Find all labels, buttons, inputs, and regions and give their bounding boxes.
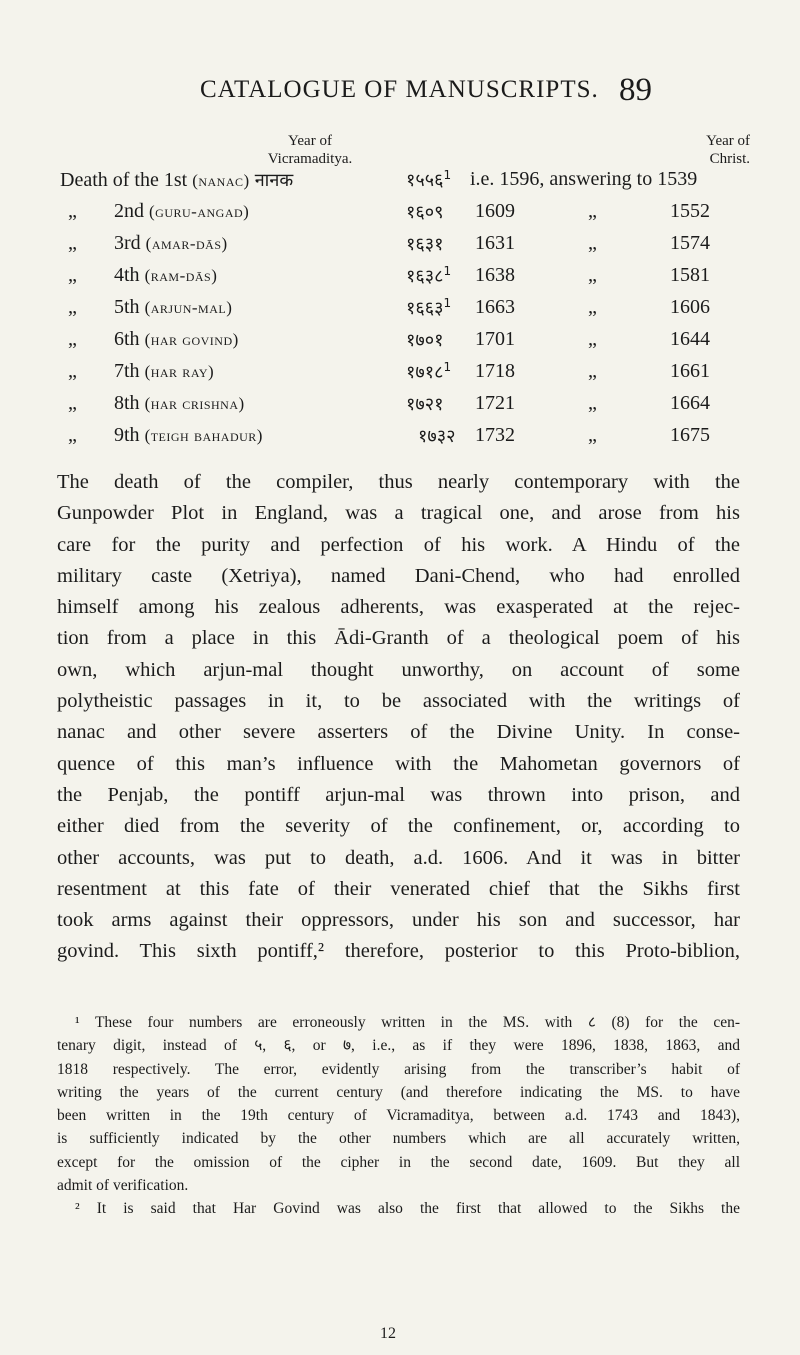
body-line: tion from a place in this Ādi-Granth of a theological poem of his — [57, 627, 740, 650]
devanagari-year: १७०१ — [406, 330, 444, 351]
ditto-mark: „ — [588, 328, 597, 350]
ditto-mark: „ — [68, 232, 77, 254]
row-equivalence: i.e. 1596, answering to 1539 — [470, 168, 698, 190]
body-line: took arms against their oppressors, under his son and successor, har — [57, 909, 740, 932]
body-line: Gunpowder Plot in England, was a tragical one, and arose from his — [57, 502, 740, 525]
vicramaditya-year: 1663 — [475, 296, 515, 318]
ditto-mark: „ — [68, 200, 77, 222]
ditto-mark: „ — [68, 360, 77, 382]
vicramaditya-year: 1631 — [475, 232, 515, 254]
ditto-mark: „ — [68, 264, 77, 286]
ditto-mark: „ — [68, 424, 77, 446]
ditto-mark: „ — [68, 328, 77, 350]
footnote-line: ² It is said that Har Govind was also the first that allowed to the Sikhs the — [75, 1200, 740, 1218]
guru-name: 7th (har ray) — [114, 360, 215, 382]
christ-year: 1606 — [670, 296, 710, 318]
ditto-mark: „ — [68, 392, 77, 414]
ditto-mark: „ — [588, 392, 597, 414]
body-line: other accounts, was put to death, a.d. 1606. And it was in bitter — [57, 846, 740, 869]
ditto-mark: „ — [588, 360, 597, 382]
column-header-christ-line2: Christ. — [709, 151, 750, 167]
ditto-mark: „ — [588, 424, 597, 446]
body-line: military caste (Xetriya), named Dani-Chend, who had enrolled — [57, 564, 740, 587]
body-line: care for the purity and perfection of his work. A Hindu of the — [57, 533, 740, 556]
footnotes — [57, 1011, 740, 1221]
body-line: himself among his zealous adherents, was exasperated at the rejec- — [57, 596, 740, 619]
column-header-vicramaditya-line2: Vicramaditya. — [267, 151, 353, 167]
ditto-mark: „ — [68, 296, 77, 318]
devanagari-year: १६३१ — [406, 234, 444, 255]
vicramaditya-year: 1732 — [475, 424, 515, 446]
table-row — [0, 392, 800, 424]
vicramaditya-year: 1701 — [475, 328, 515, 350]
ditto-mark: „ — [588, 264, 597, 286]
christ-year: 1574 — [670, 232, 710, 254]
column-header-vicramaditya-line1: Year of — [288, 133, 332, 149]
vicramaditya-year: 1721 — [475, 392, 515, 414]
footnote-line: writing the years of the current century (and therefore indicating the MS. to have — [57, 1083, 740, 1101]
guru-name: 5th (arjun-mal) — [114, 296, 233, 318]
table-row — [0, 168, 800, 200]
signature-mark: 12 — [380, 1325, 396, 1342]
body-line: quence of this man’s influence with the Mahometan governors of — [57, 752, 740, 775]
body-line: own, which arjun-mal thought unworthy, on account of some — [57, 658, 740, 681]
table-row — [0, 200, 800, 232]
body-line: either died from the severity of the confinement, or, according to — [57, 815, 740, 838]
ditto-mark: „ — [588, 200, 597, 222]
table-row — [0, 296, 800, 328]
devanagari-year: १६६३$^1$ — [406, 296, 452, 319]
footnote-line: 1818 respectively. The error, evidently arising from the transcriber’s habit of — [57, 1060, 740, 1078]
column-header-vicramaditya — [235, 132, 385, 168]
guru-name: 2nd (guru-angad) — [114, 200, 250, 222]
vicramaditya-year: 1638 — [475, 264, 515, 286]
table-row — [0, 232, 800, 264]
footnote-line: ¹ These four numbers are erroneously written in the MS. with ८ (8) for the cen- — [75, 1014, 740, 1031]
christ-year: 1581 — [670, 264, 710, 286]
column-header-christ — [670, 132, 750, 168]
body-line: nanac and other severe asserters of the Divine Unity. In conse- — [57, 721, 740, 744]
table-row — [0, 264, 800, 296]
guru-name: 9th (teigh bahadur) — [114, 424, 263, 446]
page-number: 89 — [619, 72, 652, 108]
table-row — [0, 424, 800, 456]
guru-name: 6th (har govind) — [114, 328, 239, 350]
devanagari-year: १५५६$^1$ — [406, 168, 452, 191]
column-header-christ-line1: Year of — [706, 133, 750, 149]
table-row — [0, 360, 800, 392]
devanagari-year: १७२१ — [406, 394, 444, 415]
body-line: The death of the compiler, thus nearly contemporary with the — [57, 471, 740, 493]
christ-year: 1661 — [670, 360, 710, 382]
christ-year: 1675 — [670, 424, 710, 446]
body-line: polytheistic passages in it, to be associated with the writings of — [57, 690, 740, 713]
ditto-mark: „ — [588, 232, 597, 254]
christ-year: 1664 — [670, 392, 710, 414]
footnote-line: admit of verification. — [57, 1177, 189, 1195]
body-line: the Penjab, the pontiff arjun-mal was thrown into prison, and — [57, 783, 740, 806]
page-title: CATALOGUE OF MANUSCRIPTS. — [200, 76, 599, 103]
body-line: govind. This sixth pontiff,² therefore, posterior to this Proto-biblion, — [57, 940, 740, 963]
devanagari-year: १६३८$^1$ — [406, 264, 452, 287]
body-paragraph — [57, 467, 740, 968]
devanagari-year: १६०९ — [406, 202, 444, 223]
table-row — [0, 328, 800, 360]
ditto-mark: „ — [588, 296, 597, 318]
body-line: resentment at this fate of their venerated chief that the Sikhs first — [57, 877, 740, 900]
running-head — [0, 72, 800, 112]
footnote-line: tenary digit, instead of ५, ६, or ७, i.e., as if they were 1896, 1838, 1863, and — [57, 1037, 740, 1055]
guru-name: 3rd (amar-dās) — [114, 232, 228, 254]
footnote-line: is sufficiently indicated by the other numbers which are all accurately written, — [57, 1130, 740, 1148]
devanagari-year: १७३२ — [418, 426, 456, 447]
footnote-line: except for the omission of the cipher in the second date, 1609. But they all — [57, 1153, 740, 1171]
guru-name: 8th (har crishna) — [114, 392, 245, 414]
vicramaditya-year: 1609 — [475, 200, 515, 222]
row-prefix: Death of the 1st (nanac) नानक — [60, 169, 294, 191]
guru-name: 4th (ram-dās) — [114, 264, 218, 286]
footnote-line: been written in the 19th century of Vicramaditya, between a.d. 1743 and 1843), — [57, 1107, 740, 1125]
vicramaditya-year: 1718 — [475, 360, 515, 382]
christ-year: 1552 — [670, 200, 710, 222]
christ-year: 1644 — [670, 328, 710, 350]
devanagari-year: १७१८$^1$ — [406, 360, 452, 383]
